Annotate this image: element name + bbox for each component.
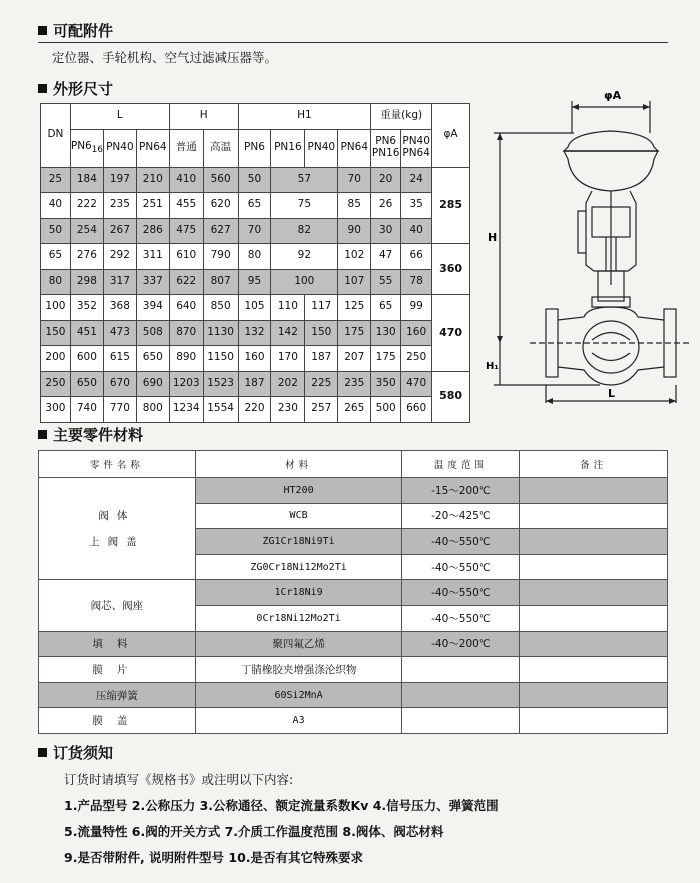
note-cell bbox=[520, 657, 668, 683]
square-bullet-icon bbox=[38, 26, 47, 35]
table-cell: 311 bbox=[136, 244, 169, 270]
table-cell: 615 bbox=[103, 346, 136, 372]
table-cell: 125 bbox=[338, 295, 371, 321]
table-cell: 250 bbox=[401, 346, 432, 372]
phi-a-cell: 360 bbox=[432, 244, 470, 295]
square-bullet-icon bbox=[38, 430, 47, 439]
table-cell: 235 bbox=[103, 193, 136, 219]
label-h: H bbox=[488, 231, 498, 244]
table-cell: 1234 bbox=[169, 397, 203, 423]
materials-title: 主要零件材料 bbox=[38, 424, 143, 445]
note-cell bbox=[520, 682, 668, 708]
table-cell: 1523 bbox=[203, 371, 238, 397]
table-row bbox=[41, 320, 470, 346]
header-l: L bbox=[70, 104, 169, 130]
table-cell: 451 bbox=[70, 320, 103, 346]
table-cell: 200 bbox=[41, 346, 71, 372]
table-cell: 175 bbox=[371, 346, 401, 372]
header-h: H bbox=[169, 104, 238, 130]
table-cell: 80 bbox=[41, 269, 71, 295]
table-cell: 473 bbox=[103, 320, 136, 346]
table-cell: 298 bbox=[70, 269, 103, 295]
table-cell: 187 bbox=[238, 371, 271, 397]
note-cell bbox=[520, 478, 668, 504]
header-h1-pn6: PN6 bbox=[238, 129, 271, 167]
temp-cell: -40～200℃ bbox=[402, 631, 520, 657]
part-diaphragm: 膜片 bbox=[39, 657, 196, 683]
table-cell: 250 bbox=[41, 371, 71, 397]
table-cell: 410 bbox=[169, 167, 203, 193]
temp-cell: -40～550℃ bbox=[402, 529, 520, 555]
header-l-pn64: PN64 bbox=[136, 129, 169, 167]
table-cell: 870 bbox=[169, 320, 203, 346]
table-row bbox=[41, 193, 470, 219]
order-line-2: 5.流量特性 6.阀的开关方式 7.介质工作温度范围 8.阀体、阀芯材料 bbox=[64, 824, 444, 839]
header-h1-pn64: PN64 bbox=[338, 129, 371, 167]
materials-table bbox=[38, 450, 668, 734]
table-cell: 107 bbox=[338, 269, 371, 295]
note-cell bbox=[520, 708, 668, 734]
label-h1: H₁ bbox=[486, 361, 499, 372]
table-cell: 257 bbox=[305, 397, 338, 423]
table-cell: 1150 bbox=[203, 346, 238, 372]
order-title: 订货须知 bbox=[38, 742, 113, 763]
table-cell: 197 bbox=[103, 167, 136, 193]
header-weight-b: PN40 PN64 bbox=[401, 129, 432, 167]
material-cell: 聚四氟乙烯 bbox=[195, 631, 402, 657]
table-cell: 80 bbox=[238, 244, 271, 270]
table-cell: 292 bbox=[103, 244, 136, 270]
table-cell: 50 bbox=[41, 218, 71, 244]
table-cell: 150 bbox=[41, 320, 71, 346]
accessories-text: 定位器、手轮机构、空气过滤减压器等。 bbox=[52, 50, 278, 65]
material-cell: WCB bbox=[195, 503, 402, 529]
table-cell: 286 bbox=[136, 218, 169, 244]
header-h1-pn16: PN16 bbox=[271, 129, 305, 167]
table-cell: 770 bbox=[103, 397, 136, 423]
table-cell: 300 bbox=[41, 397, 71, 423]
table-row bbox=[41, 269, 470, 295]
accessories-title: 可配附件 bbox=[38, 20, 113, 41]
table-cell: 394 bbox=[136, 295, 169, 321]
temp-cell: -15～200℃ bbox=[402, 478, 520, 504]
table-cell: 660 bbox=[401, 397, 432, 423]
table-row bbox=[41, 397, 470, 423]
table-cell: 130 bbox=[371, 320, 401, 346]
temp-cell bbox=[402, 657, 520, 683]
header-h1: H1 bbox=[238, 104, 371, 130]
table-cell: 95 bbox=[238, 269, 271, 295]
table-cell: 66 bbox=[401, 244, 432, 270]
header-phi-a: φA bbox=[432, 104, 470, 168]
table-cell: 622 bbox=[169, 269, 203, 295]
table-cell: 455 bbox=[169, 193, 203, 219]
table-cell: 65 bbox=[238, 193, 271, 219]
table-cell: 627 bbox=[203, 218, 238, 244]
table-row bbox=[41, 167, 470, 193]
table-cell: 1203 bbox=[169, 371, 203, 397]
table-cell: 207 bbox=[338, 346, 371, 372]
table-cell: 110 bbox=[271, 295, 305, 321]
material-cell: ZG1Cr18Ni9Ti bbox=[195, 529, 402, 555]
temp-cell: -40～550℃ bbox=[402, 605, 520, 631]
phi-a-cell: 580 bbox=[432, 371, 470, 422]
table-cell: 807 bbox=[203, 269, 238, 295]
table-cell: 500 bbox=[371, 397, 401, 423]
table-cell: 790 bbox=[203, 244, 238, 270]
note-cell bbox=[520, 631, 668, 657]
header-h-high: 高温 bbox=[203, 129, 238, 167]
table-cell: 70 bbox=[338, 167, 371, 193]
table-cell: 82 bbox=[271, 218, 338, 244]
header-h1-pn40: PN40 bbox=[305, 129, 338, 167]
table-cell: 368 bbox=[103, 295, 136, 321]
table-cell: 508 bbox=[136, 320, 169, 346]
table-cell: 251 bbox=[136, 193, 169, 219]
header-l-pn6-16: $PN6_{16}$ bbox=[70, 129, 103, 167]
header-dn: DN bbox=[41, 104, 71, 168]
temp-cell: -40～550℃ bbox=[402, 554, 520, 580]
temp-cell bbox=[402, 708, 520, 734]
table-cell: 105 bbox=[238, 295, 271, 321]
table-cell: 70 bbox=[238, 218, 271, 244]
table-cell: 265 bbox=[338, 397, 371, 423]
table-cell: 210 bbox=[136, 167, 169, 193]
table-cell: 220 bbox=[238, 397, 271, 423]
label-l: L bbox=[608, 387, 616, 400]
table-cell: 230 bbox=[271, 397, 305, 423]
table-cell: 100 bbox=[41, 295, 71, 321]
table-cell: 235 bbox=[338, 371, 371, 397]
table-cell: 670 bbox=[103, 371, 136, 397]
dimensions-table bbox=[40, 103, 470, 423]
header-note: 备注 bbox=[520, 451, 668, 478]
header-l-pn40: PN40 bbox=[103, 129, 136, 167]
part-cover: 膜盖 bbox=[39, 708, 196, 734]
dimensions-title: 外形尺寸 bbox=[38, 78, 113, 99]
table-row bbox=[41, 346, 470, 372]
table-cell: 890 bbox=[169, 346, 203, 372]
header-weight-a: PN6 PN16 bbox=[371, 129, 401, 167]
table-cell: 337 bbox=[136, 269, 169, 295]
table-cell: 470 bbox=[401, 371, 432, 397]
material-cell: A3 bbox=[195, 708, 402, 734]
material-cell: 60Si2MnA bbox=[195, 682, 402, 708]
table-cell: 610 bbox=[169, 244, 203, 270]
note-cell bbox=[520, 503, 668, 529]
square-bullet-icon bbox=[38, 84, 47, 93]
table-cell: 99 bbox=[401, 295, 432, 321]
header-material: 材料 bbox=[195, 451, 402, 478]
table-cell: 600 bbox=[70, 346, 103, 372]
table-cell: 800 bbox=[136, 397, 169, 423]
table-cell: 30 bbox=[371, 218, 401, 244]
table-cell: 740 bbox=[70, 397, 103, 423]
table-cell: 150 bbox=[305, 320, 338, 346]
table-cell: 85 bbox=[338, 193, 371, 219]
table-cell: 640 bbox=[169, 295, 203, 321]
table-cell: 1554 bbox=[203, 397, 238, 423]
table-cell: 55 bbox=[371, 269, 401, 295]
table-cell: 75 bbox=[271, 193, 338, 219]
table-cell: 47 bbox=[371, 244, 401, 270]
table-cell: 475 bbox=[169, 218, 203, 244]
table-row bbox=[41, 371, 470, 397]
part-core-seat: 阀芯、阀座 bbox=[39, 580, 196, 631]
table-cell: 92 bbox=[271, 244, 338, 270]
table-cell: 40 bbox=[401, 218, 432, 244]
label-phi-a: φA bbox=[604, 89, 622, 102]
material-cell: HT200 bbox=[195, 478, 402, 504]
divider bbox=[38, 42, 668, 43]
temp-cell: -20～425℃ bbox=[402, 503, 520, 529]
table-row bbox=[41, 295, 470, 321]
note-cell bbox=[520, 554, 668, 580]
note-cell bbox=[520, 605, 668, 631]
table-cell: 25 bbox=[41, 167, 71, 193]
table-cell: 35 bbox=[401, 193, 432, 219]
header-temp: 温度范围 bbox=[402, 451, 520, 478]
table-cell: 352 bbox=[70, 295, 103, 321]
table-cell: 187 bbox=[305, 346, 338, 372]
table-cell: 132 bbox=[238, 320, 271, 346]
table-cell: 350 bbox=[371, 371, 401, 397]
table-cell: 90 bbox=[338, 218, 371, 244]
material-cell: 1Cr18Ni9 bbox=[195, 580, 402, 606]
table-cell: 184 bbox=[70, 167, 103, 193]
table-cell: 175 bbox=[338, 320, 371, 346]
table-cell: 40 bbox=[41, 193, 71, 219]
table-cell: 222 bbox=[70, 193, 103, 219]
valve-outline-drawing bbox=[480, 85, 695, 410]
temp-cell bbox=[402, 682, 520, 708]
table-cell: 100 bbox=[271, 269, 338, 295]
order-line-3: 9.是否带附件, 说明附件型号 10.是否有其它特殊要求 bbox=[64, 850, 364, 865]
table-cell: 650 bbox=[136, 346, 169, 372]
table-cell: 57 bbox=[271, 167, 338, 193]
header-h-normal: 普通 bbox=[169, 129, 203, 167]
table-cell: 160 bbox=[238, 346, 271, 372]
material-cell: ZG0Cr18Ni12Mo2Ti bbox=[195, 554, 402, 580]
table-cell: 170 bbox=[271, 346, 305, 372]
table-row bbox=[41, 218, 470, 244]
table-cell: 620 bbox=[203, 193, 238, 219]
part-packing: 填料 bbox=[39, 631, 196, 657]
table-cell: 650 bbox=[70, 371, 103, 397]
note-cell bbox=[520, 529, 668, 555]
table-cell: 254 bbox=[70, 218, 103, 244]
phi-a-cell: 285 bbox=[432, 167, 470, 244]
order-intro: 订货时请填写《规格书》或注明以下内容: bbox=[64, 772, 294, 787]
table-cell: 102 bbox=[338, 244, 371, 270]
material-cell: 0Cr18Ni12Mo2Ti bbox=[195, 605, 402, 631]
table-cell: 267 bbox=[103, 218, 136, 244]
table-cell: 50 bbox=[238, 167, 271, 193]
square-bullet-icon bbox=[38, 748, 47, 757]
table-cell: 117 bbox=[305, 295, 338, 321]
table-cell: 276 bbox=[70, 244, 103, 270]
header-part: 零件名称 bbox=[39, 451, 196, 478]
table-cell: 202 bbox=[271, 371, 305, 397]
note-cell bbox=[520, 580, 668, 606]
material-cell: 丁腈橡胶夹增强涤沦织物 bbox=[195, 657, 402, 683]
table-cell: 317 bbox=[103, 269, 136, 295]
table-cell: 26 bbox=[371, 193, 401, 219]
part-body-bonnet: 阀体 上阀盖 bbox=[39, 478, 196, 580]
table-cell: 1130 bbox=[203, 320, 238, 346]
table-cell: 560 bbox=[203, 167, 238, 193]
table-cell: 850 bbox=[203, 295, 238, 321]
phi-a-cell: 470 bbox=[432, 295, 470, 372]
table-cell: 65 bbox=[41, 244, 71, 270]
table-cell: 225 bbox=[305, 371, 338, 397]
part-spring: 压缩弹簧 bbox=[39, 682, 196, 708]
table-row bbox=[41, 244, 470, 270]
table-cell: 690 bbox=[136, 371, 169, 397]
table-cell: 65 bbox=[371, 295, 401, 321]
table-cell: 24 bbox=[401, 167, 432, 193]
temp-cell: -40～550℃ bbox=[402, 580, 520, 606]
order-line-1: 1.产品型号 2.公称压力 3.公称通径、额定流量系数Kv 4.信号压力、弹簧范围 bbox=[64, 798, 499, 813]
header-weight: 重量(kg) bbox=[371, 104, 432, 130]
table-cell: 20 bbox=[371, 167, 401, 193]
table-cell: 142 bbox=[271, 320, 305, 346]
table-cell: 78 bbox=[401, 269, 432, 295]
table-cell: 160 bbox=[401, 320, 432, 346]
